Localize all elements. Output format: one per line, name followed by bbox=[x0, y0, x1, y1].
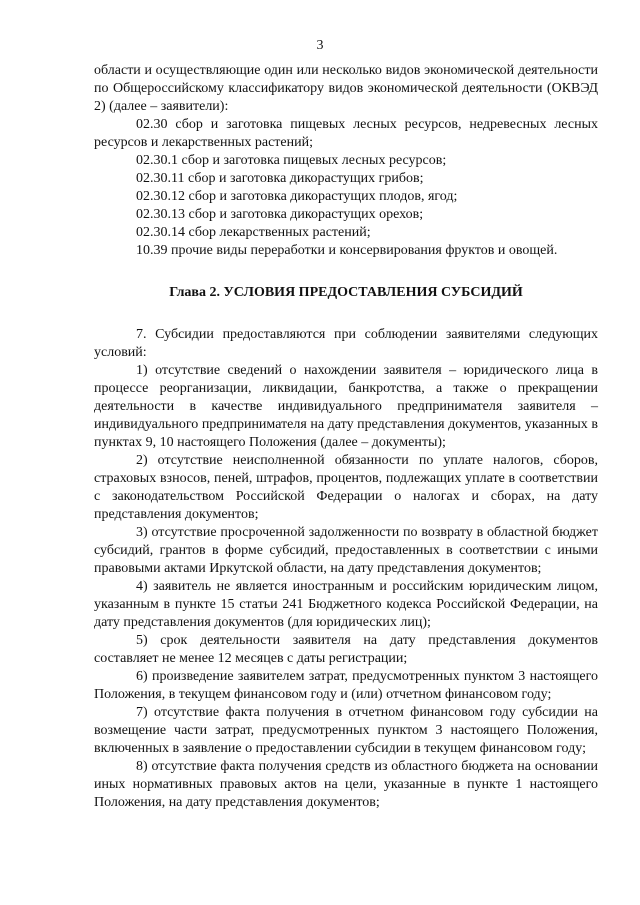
okved-item: 10.39 прочие виды переработки и консервирования фруктов и овощей. bbox=[136, 243, 558, 258]
okved-item: 02.30.11 сбор и заготовка дикорастущих грибов; bbox=[136, 171, 424, 186]
okved-item: 02.30.12 сбор и заготовка дикорастущих плодов, ягод; bbox=[136, 189, 458, 204]
okved-item: 02.30.13 сбор и заготовка дикорастущих орехов; bbox=[136, 207, 424, 222]
okved-item: 02.30 сбор и заготовка пищевых лесных ресурсов, недревесных лесных ресурсов и лекарственных растений; bbox=[94, 117, 598, 150]
condition-paragraph: 8) отсутствие факта получения средств из областного бюджета на основании иных нормативных правовых актов на цели, указанные в пункте 1 настоящего Положения, на дату представления документов; bbox=[94, 759, 598, 810]
okved-item: 02.30.14 сбор лекарственных растений; bbox=[136, 225, 371, 240]
page-number: 3 bbox=[316, 38, 324, 53]
condition-paragraph: 2) отсутствие неисполненной обязанности по уплате налогов, сборов, страховых взносов, пеней, штрафов, процентов, подлежащих уплате в соответствии с законодательством Российской Федерации о налогах и сборах, на дату представления документов; bbox=[94, 453, 598, 522]
condition-paragraph: 3) отсутствие просроченной задолженности по возврату в областной бюджет субсидий, грантов в форме субсидий, предоставленных в соответствии с иными правовыми актами Иркутской области, на дату представления документов; bbox=[94, 525, 598, 576]
condition-paragraph: 4) заявитель не является иностранным и российским юридическим лицом, указанным в пункте 15 статьи 241 Бюджетного кодекса Российской Федерации, на дату представления документов (для юридических лиц); bbox=[94, 579, 598, 630]
condition-paragraph: 1) отсутствие сведений о нахождении заявителя – юридического лица в процессе реорганизации, ликвидации, банкротства, а также о прекращении деятельности в качестве индивидуального предпринимателя заявителя – индивидуального предпринимателя на дату представления документов, указанных в пунктах 9, 10 настоящего Положения (далее – документы); bbox=[94, 363, 598, 450]
condition-paragraph: 7) отсутствие факта получения в отчетном финансовом году субсидии на возмещение части затрат, предусмотренных пунктом 3 настоящего Положения, включенных в заявление о предоставлении субсидии в текущем финансовом году; bbox=[94, 705, 598, 756]
condition-paragraph: 7. Субсидии предоставляются при соблюдении заявителями следующих условий: bbox=[94, 327, 598, 360]
condition-paragraph: 5) срок деятельности заявителя на дату представления документов составляет не менее 12 месяцев с даты регистрации; bbox=[94, 633, 598, 666]
condition-paragraph: 6) произведение заявителем затрат, предусмотренных пунктом 3 настоящего Положения, в текущем финансовом году и (или) отчетном финансовом году; bbox=[94, 669, 598, 702]
okved-item: 02.30.1 сбор и заготовка пищевых лесных ресурсов; bbox=[136, 153, 447, 168]
intro-paragraph: области и осуществляющие один или несколько видов экономической деятельности по Общероссийскому классификатору видов экономической деятельности (ОКВЭД 2) (далее – заявители): bbox=[94, 63, 598, 114]
document-body bbox=[94, 62, 598, 812]
chapter-heading: Глава 2. УСЛОВИЯ ПРЕДОСТАВЛЕНИЯ СУБСИДИЙ bbox=[169, 285, 523, 300]
